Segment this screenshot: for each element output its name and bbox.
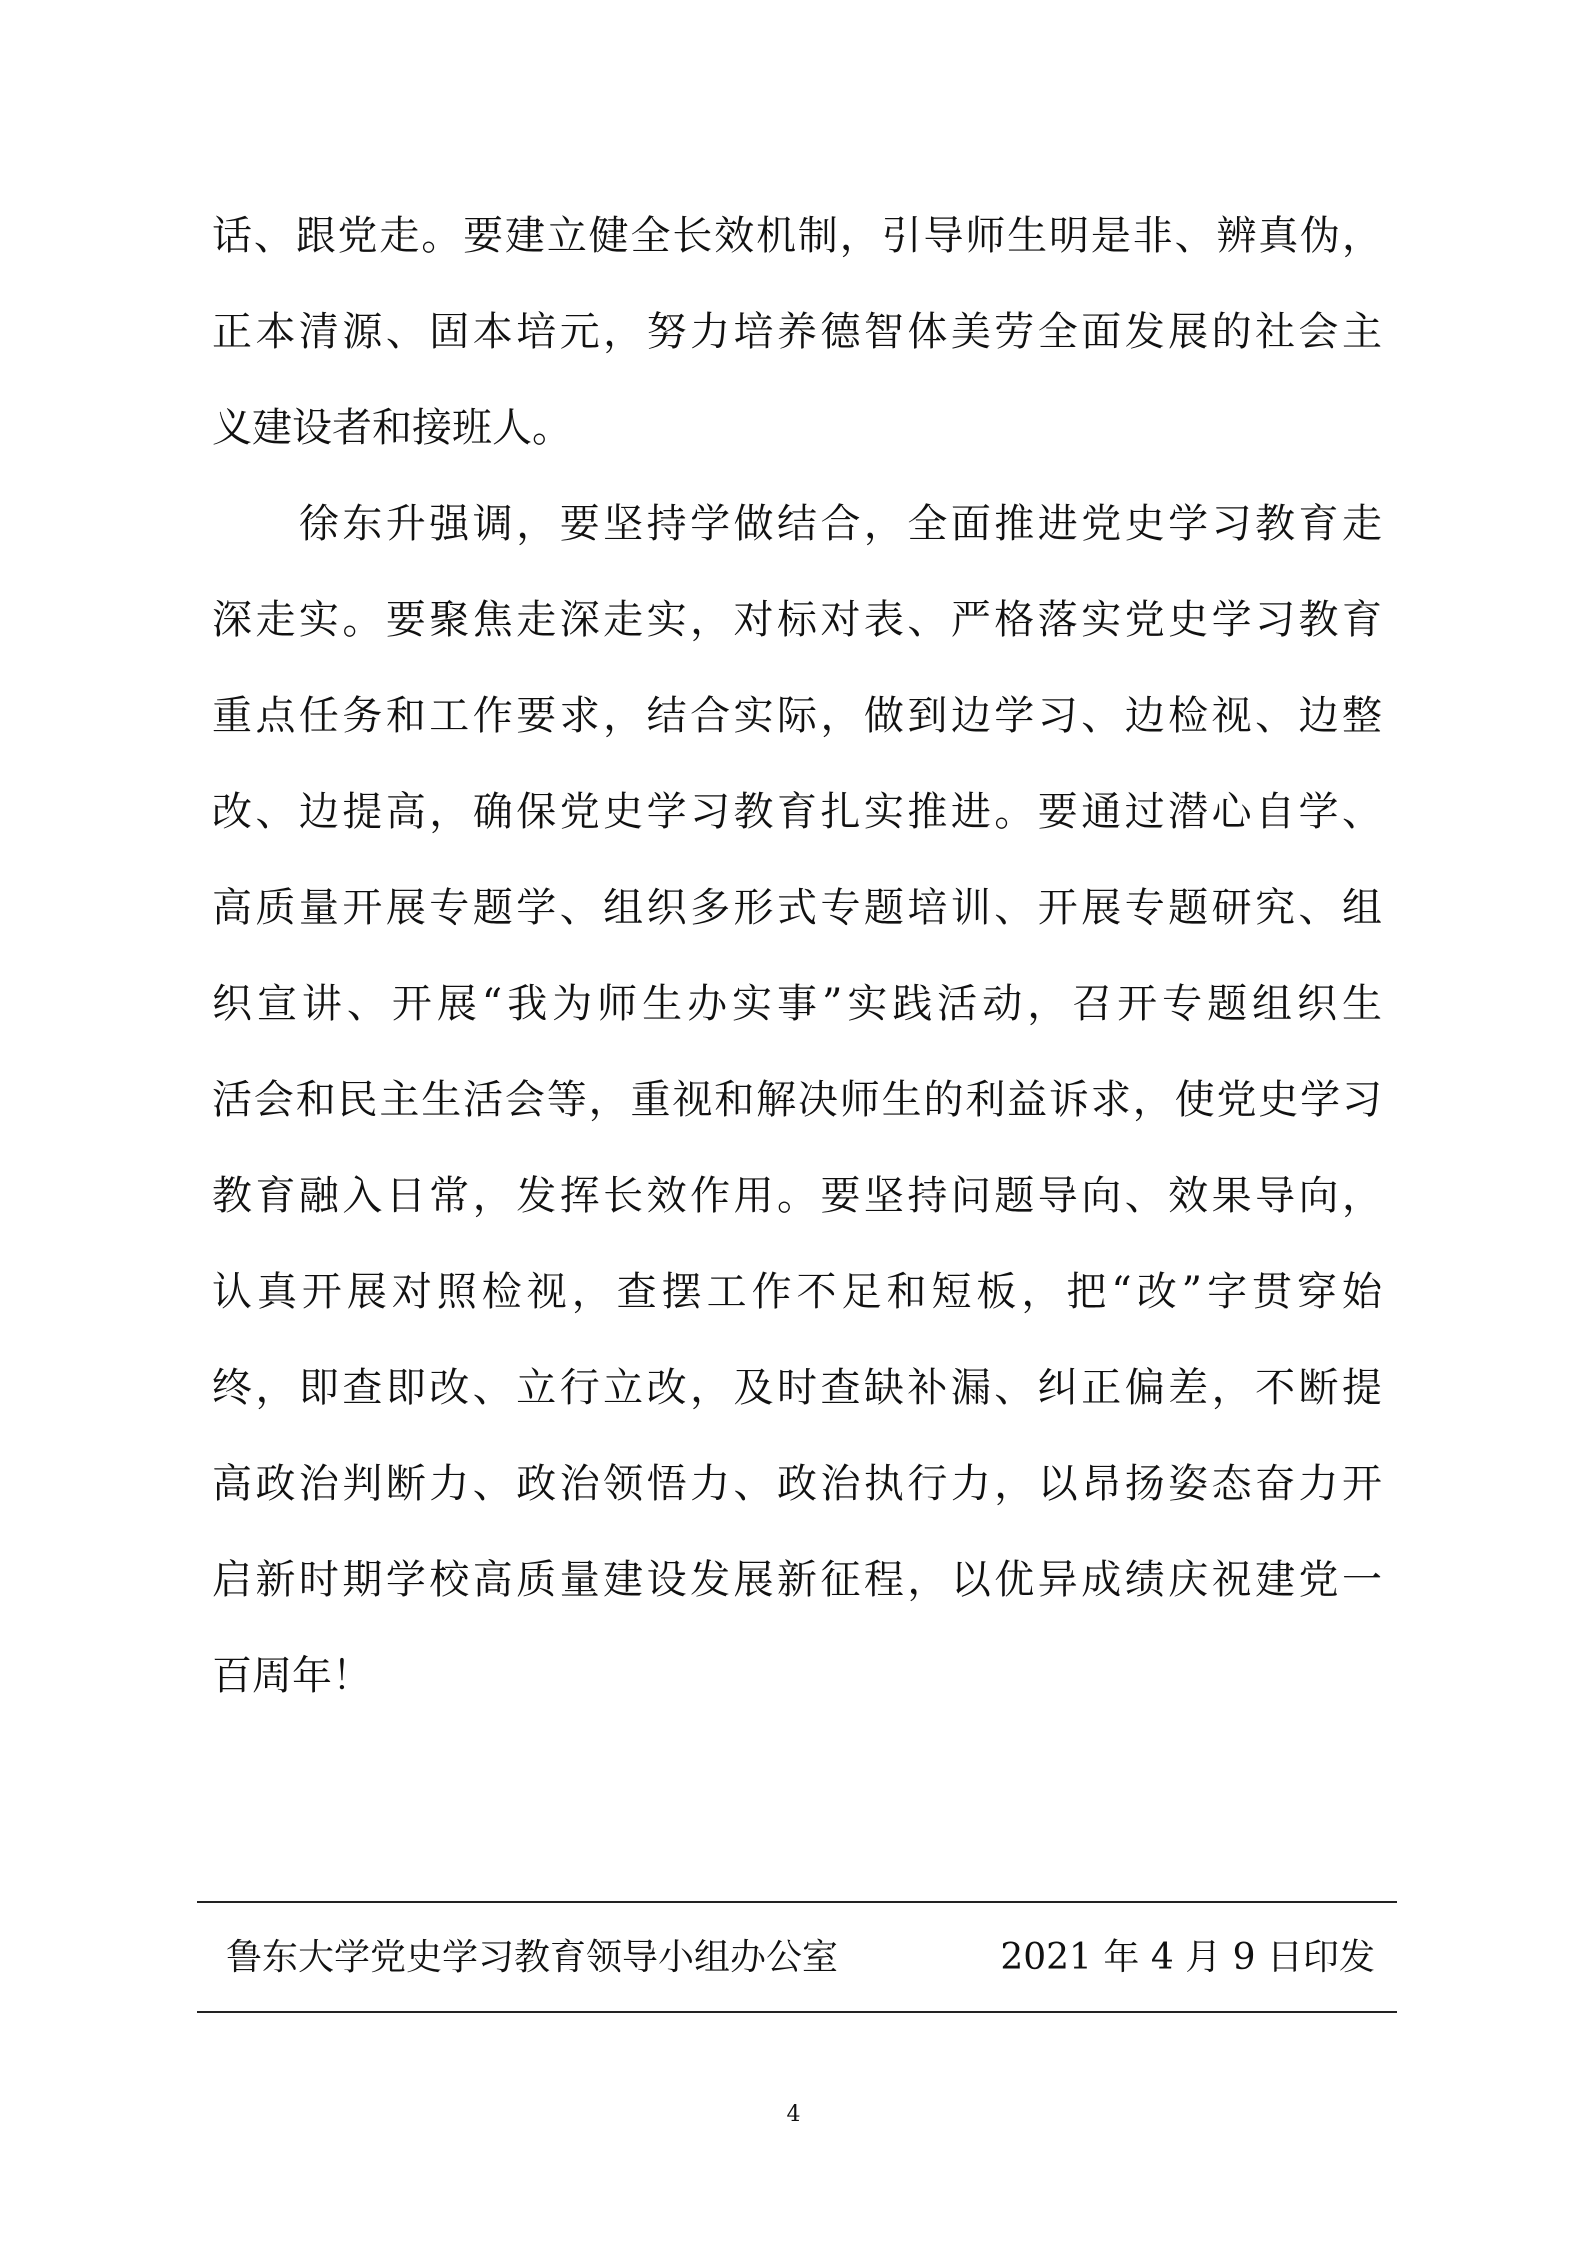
footer-bottom-rule	[197, 2011, 1397, 2013]
footer-issuer: 鲁东大学党史学习教育领导小组办公室	[226, 1937, 839, 1978]
footer-top-rule	[197, 1901, 1397, 1903]
text-line: 教育融入日常，发挥长效作用。要坚持问题导向、效果导向，	[212, 1173, 1382, 1219]
text-line: 义建设者和接班人。	[212, 405, 572, 451]
text-line: 改、边提高，确保党史学习教育扎实推进。要通过潜心自学、	[212, 789, 1382, 835]
text-line: 启新时期学校高质量建设发展新征程，以优异成绩庆祝建党一	[212, 1557, 1382, 1603]
text-line: 活会和民主生活会等，重视和解决师生的利益诉求，使党史学习	[212, 1077, 1382, 1123]
text-line: 百周年！	[212, 1653, 372, 1699]
text-line: 织宣讲、开展“我为师生办实事”实践活动，召开专题组织生	[212, 981, 1382, 1027]
page-number: 4	[786, 2102, 801, 2127]
text-line: 高政治判断力、政治领悟力、政治执行力，以昂扬姿态奋力开	[212, 1461, 1382, 1507]
footer-date: 2021 年 4 月 9 日印发	[1000, 1937, 1375, 1978]
text-line: 深走实。要聚焦走深走实，对标对表、严格落实党史学习教育	[212, 597, 1382, 643]
text-line: 高质量开展专题学、组织多形式专题培训、开展专题研究、组	[212, 885, 1382, 931]
body-text	[212, 188, 1382, 1724]
text-line: 认真开展对照检视，查摆工作不足和短板，把“改”字贯穿始	[212, 1269, 1382, 1315]
text-line: 话、跟党走。要建立健全长效机制，引导师生明是非、辨真伪，	[212, 213, 1382, 259]
text-line: 重点任务和工作要求，结合实际，做到边学习、边检视、边整	[212, 693, 1382, 739]
text-line: 正本清源、固本培元，努力培养德智体美劳全面发展的社会主	[212, 309, 1382, 355]
text-line: 终，即查即改、立行立改，及时查缺补漏、纠正偏差，不断提	[212, 1365, 1382, 1411]
text-line: 徐东升强调，要坚持学做结合，全面推进党史学习教育走	[212, 501, 1382, 547]
